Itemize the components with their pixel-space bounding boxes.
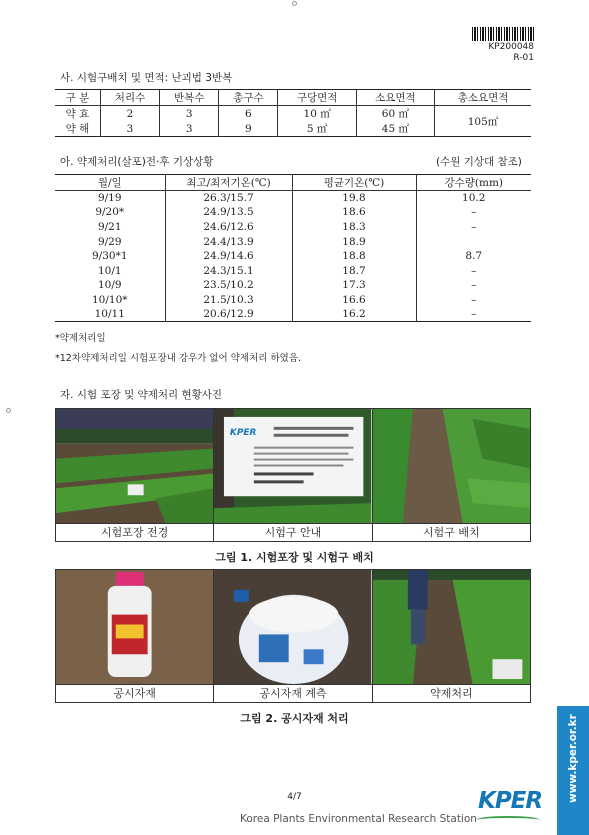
footer-org-name: Korea Plants Environmental Research Station xyxy=(240,813,477,825)
col-header: 총구수 xyxy=(219,90,278,106)
plot-design-table xyxy=(55,89,531,137)
table-cell: 9/29 xyxy=(55,234,165,249)
figure2-caption: 공시자재 계측 xyxy=(214,685,372,702)
figure2-caption: 공시자재 xyxy=(56,685,214,702)
table-cell: 5 ㎡ xyxy=(278,121,356,137)
photo-field-overview xyxy=(56,409,214,523)
col-header: 구 분 xyxy=(55,90,100,106)
table-cell: 18.9 xyxy=(292,234,416,249)
table-cell: 24.6/12.6 xyxy=(165,220,292,235)
col-header: 강수량(mm) xyxy=(416,175,531,191)
table-cell: 8.7 xyxy=(416,249,531,264)
table-cell: 9/20* xyxy=(55,205,165,220)
photo-material-measure xyxy=(214,570,372,684)
figure1-caption: 시험포장 전경 xyxy=(56,524,214,541)
figure1-title: 그림 1. 시험포장 및 시험구 배치 xyxy=(215,551,374,564)
table-cell: 9/30*1 xyxy=(55,249,165,264)
photo-spraying xyxy=(373,570,530,684)
photo-plot-layout xyxy=(373,409,530,523)
table-cell: 24.9/13.5 xyxy=(165,205,292,220)
table-cell: – xyxy=(416,307,531,322)
table-cell: 3 xyxy=(160,121,219,137)
table-cell: 약 해 xyxy=(55,121,100,137)
table-cell: 24.4/13.9 xyxy=(165,234,292,249)
table-cell: 21.5/10.3 xyxy=(165,293,292,308)
weather-table xyxy=(55,174,531,322)
col-header: 반복수 xyxy=(160,90,219,106)
table-cell: 18.3 xyxy=(292,220,416,235)
table-cell: 24.9/14.6 xyxy=(165,249,292,264)
table-cell: 45 ㎡ xyxy=(356,121,434,137)
table-row xyxy=(55,263,531,278)
table-cell: 2 xyxy=(100,106,159,122)
table-cell: 18.7 xyxy=(292,263,416,278)
table-cell: 3 xyxy=(100,121,159,137)
barcode xyxy=(472,27,534,41)
table-row xyxy=(55,234,531,249)
table-cell: 6 xyxy=(219,106,278,122)
table-cell: 18.8 xyxy=(292,249,416,264)
table-cell: 10.2 xyxy=(416,191,531,206)
svg-text:KPER: KPER xyxy=(230,427,257,438)
table-cell: 18.6 xyxy=(292,205,416,220)
figure2-caption: 약제처리 xyxy=(430,687,473,700)
table-row xyxy=(55,293,531,308)
table-cell: 9 xyxy=(219,121,278,137)
table-cell: – xyxy=(416,205,531,220)
doc-number: KP200048 xyxy=(488,42,534,52)
doc-number-block xyxy=(476,42,534,64)
weather-source: (수원 기상대 참조) xyxy=(436,156,522,168)
doc-revision: R-01 xyxy=(513,53,534,63)
table-cell: 10/10* xyxy=(55,293,165,308)
table-cell: – xyxy=(416,220,531,235)
table-cell: 약 효 xyxy=(55,106,100,122)
section-ja-title: 자. 시험 포장 및 약제처리 현황사진 xyxy=(60,389,223,401)
figure2-title: 그림 2. 공시자재 처리 xyxy=(240,712,349,725)
table-cell: 10 ㎡ xyxy=(278,106,356,122)
table-cell: 16.6 xyxy=(292,293,416,308)
table-row xyxy=(55,278,531,293)
figure1-panel xyxy=(55,408,531,542)
table-cell: 23.5/10.2 xyxy=(165,278,292,293)
table-cell: 9/19 xyxy=(55,191,165,206)
photo-plot-sign xyxy=(214,409,372,523)
table-cell: 10/9 xyxy=(55,278,165,293)
table-row xyxy=(55,205,531,220)
logo-swoosh xyxy=(476,816,540,824)
table-row xyxy=(55,307,531,322)
table-row xyxy=(55,106,531,122)
section-sa-title: 사. 시험구배치 및 면적: 난괴법 3반복 xyxy=(60,72,233,84)
table-cell: 16.2 xyxy=(292,307,416,322)
table-cell: 26.3/15.7 xyxy=(165,191,292,206)
total-area-cell: 105㎡ xyxy=(435,106,531,137)
table-row xyxy=(55,191,531,206)
footnote-second-treatment: *12차약제처리일 시험포장내 강우가 없어 약제처리 하였음. xyxy=(55,353,302,364)
table-cell: – xyxy=(416,278,531,293)
table-cell: 3 xyxy=(160,106,219,122)
table-cell: – xyxy=(416,293,531,308)
table-cell: 10/1 xyxy=(55,263,165,278)
punch-hole-top xyxy=(292,1,297,6)
table-cell xyxy=(416,234,531,249)
page-number: 4/7 xyxy=(287,792,302,802)
col-header: 구당면적 xyxy=(278,90,356,106)
col-header: 평균기온(℃) xyxy=(292,175,416,191)
col-header: 월/일 xyxy=(55,175,165,191)
table-row xyxy=(55,249,531,264)
table-cell: 17.3 xyxy=(292,278,416,293)
col-header: 총소요면적 xyxy=(435,90,531,106)
section-a-title: 아. 약제처리(살포)전·후 기상상황 xyxy=(60,156,214,168)
table-cell: 19.8 xyxy=(292,191,416,206)
figure2-panel xyxy=(55,569,531,703)
figure1-caption: 시험구 안내 xyxy=(214,524,372,541)
table-cell: – xyxy=(416,263,531,278)
table-cell: 20.6/12.9 xyxy=(165,307,292,322)
col-header: 소요면적 xyxy=(356,90,434,106)
table-cell: 9/21 xyxy=(55,220,165,235)
kper-logo: KPER xyxy=(478,788,543,814)
table-cell: 24.3/15.1 xyxy=(165,263,292,278)
table-cell: 60 ㎡ xyxy=(356,106,434,122)
website-link[interactable]: www.kper.or.kr xyxy=(567,714,579,803)
col-header: 처리수 xyxy=(100,90,159,106)
figure1-caption: 시험구 배치 xyxy=(423,526,480,539)
footnote-treatment-day: *약제처리일 xyxy=(55,333,106,344)
punch-hole-left xyxy=(6,408,11,413)
photo-test-material xyxy=(56,570,214,684)
col-header: 최고/최저기온(℃) xyxy=(165,175,292,191)
table-cell: 10/11 xyxy=(55,307,165,322)
table-row xyxy=(55,220,531,235)
